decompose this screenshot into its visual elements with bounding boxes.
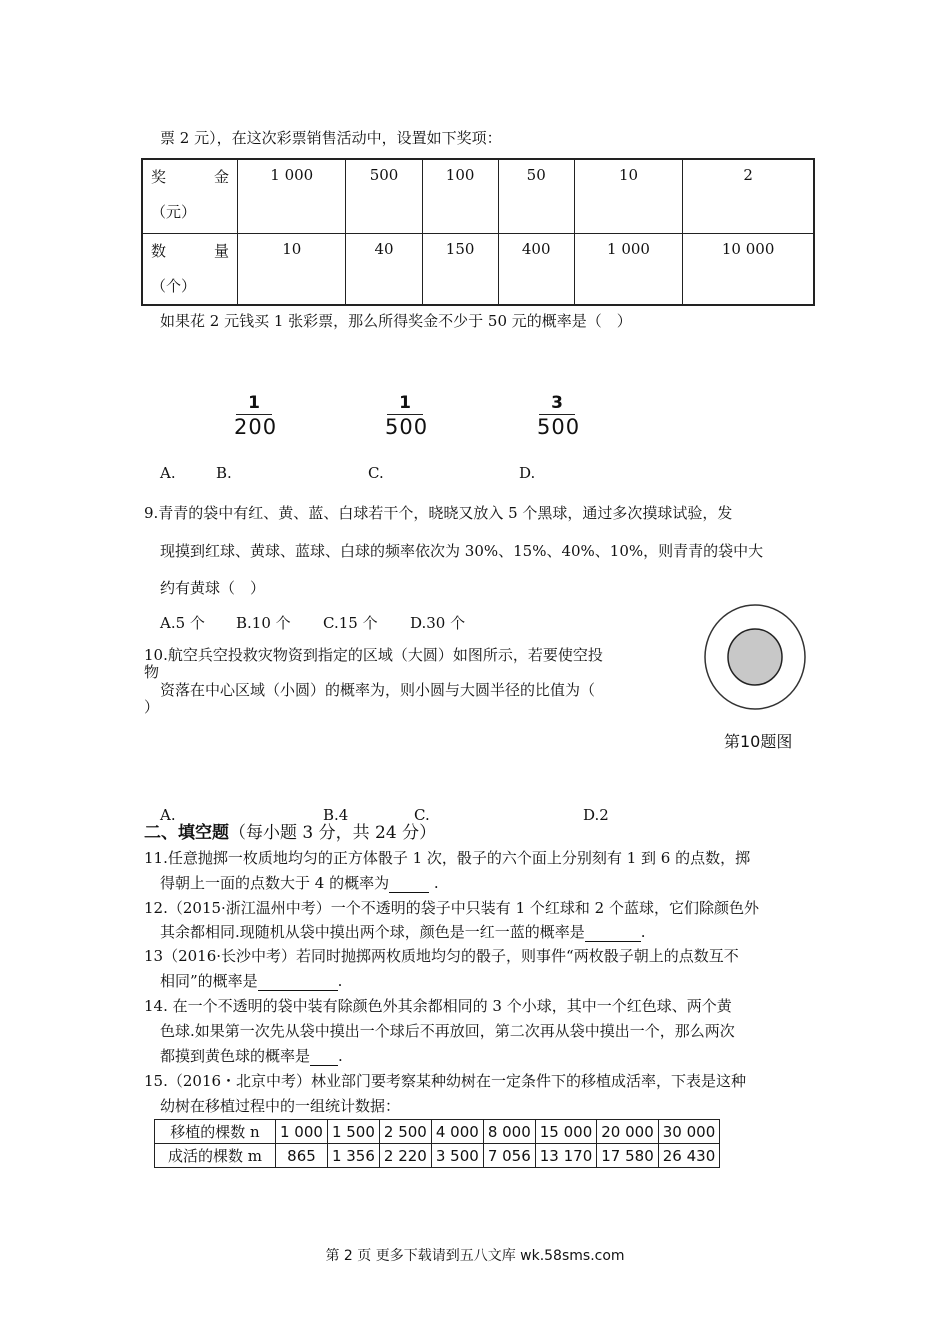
table-cell: 400: [498, 233, 574, 305]
table-cell: 1 000: [238, 159, 346, 233]
table-cell: 100: [422, 159, 498, 233]
fraction-numerator: 1: [248, 393, 260, 413]
q9-option-a[interactable]: A.5 个: [160, 614, 205, 632]
q14-line: 14. 在一个不透明的袋中装有除颜色外其余都相同的 3 个小球，其中一个红色球、两个黄: [144, 997, 732, 1015]
q15-line: 15.（2016・北京中考）林业部门要考察某种幼树在一定条件下的移植成活率，下表是这种: [144, 1072, 747, 1090]
q13-text: 相同”的概率是: [160, 972, 258, 990]
transplant-row-n: [155, 1120, 720, 1144]
q8-option-d[interactable]: D.: [519, 464, 536, 482]
table-cell: 865: [276, 1144, 328, 1168]
q10-line: 物: [144, 663, 160, 681]
table-cell: 13 170: [535, 1144, 597, 1168]
table-cell: 50: [498, 159, 574, 233]
q15-line: 幼树在移植过程中的一组统计数据：: [160, 1097, 401, 1115]
q11-line2: [160, 873, 439, 893]
table-row-label: 成活的棵数 m: [155, 1144, 276, 1168]
section-note: （每小题 3 分，共 24 分）: [229, 823, 437, 843]
table-cell: 1 000: [574, 233, 682, 305]
table-cell: 15 000: [535, 1120, 597, 1144]
table-cell: 150: [422, 233, 498, 305]
q9-option-d[interactable]: D.30 个: [410, 614, 466, 632]
q11-period: .: [433, 874, 439, 892]
q10-line: 资落在中心区域（小圆）的概率为，则小圆与大圆半径的比值为（: [160, 681, 596, 699]
q8-option-c[interactable]: C.: [368, 464, 384, 482]
table-cell: 1 000: [276, 1120, 328, 1144]
q13-period: .: [337, 972, 343, 990]
q11-text: 得朝上一面的点数大于 4 的概率为: [160, 874, 390, 892]
table-cell: 10: [238, 233, 346, 305]
header-unit: （个）: [151, 276, 197, 295]
q8-option-a[interactable]: A.: [160, 464, 176, 482]
q11-line: 11.任意抛掷一枚质地均匀的正方体骰子 1 次，骰子的六个面上分别刻有 1 到 6 的点数，掷: [144, 849, 751, 867]
prize-count-header: [142, 233, 238, 305]
q8-question: 如果花 2 元钱买 1 张彩票，那么所得奖金不少于 50 元的概率是（ ）: [160, 312, 632, 330]
fraction-denominator: 500: [537, 415, 581, 439]
prize-row-count: [142, 233, 814, 305]
q14-line: 色球.如果第一次先从袋中摸出一个球后不再放回，第二次再从袋中摸出一个，那么两次: [160, 1022, 735, 1040]
fraction-numerator: 3: [551, 393, 563, 413]
intro-text: 票 2 元），在这次彩票销售活动中，设置如下奖项：: [160, 129, 502, 147]
prize-amount-header: [142, 159, 238, 233]
q10-option-d[interactable]: D.2: [583, 806, 609, 824]
q9-line: 现摸到红球、黄球、蓝球、白球的频率依次为 30%、15%、40%、10%，则青青的袋中大: [160, 542, 764, 560]
q12-line: 12.（2015·浙江温州中考）一个不透明的袋子中只装有 1 个红球和 2 个蓝球，它们除颜色外: [144, 899, 759, 917]
q9-line: 约有黄球（ ）: [160, 579, 266, 597]
transplant-row-m: [155, 1144, 720, 1168]
q13-line: 13（2016·长沙中考）若同时抛掷两枚质地均匀的骰子，则事件“两枚骰子朝上的点数互不: [144, 947, 739, 965]
q14-line3: [160, 1046, 343, 1066]
q9-option-c[interactable]: C.15 个: [323, 614, 378, 632]
table-cell: 1 356: [327, 1144, 379, 1168]
q10-option-a[interactable]: A.: [160, 806, 176, 824]
fraction-numerator: 1: [399, 393, 411, 413]
q10-circles-figure: [702, 603, 808, 713]
table-cell: 20 000: [597, 1120, 659, 1144]
section-title: 二、填空题: [144, 823, 229, 843]
fraction-denominator: 200: [234, 415, 278, 439]
header-unit: （元）: [151, 203, 197, 221]
table-cell: 8 000: [483, 1120, 535, 1144]
q8-fraction-c: [385, 392, 429, 439]
q8-option-b[interactable]: B.: [216, 464, 232, 482]
table-cell: 3 500: [431, 1144, 483, 1168]
table-cell: 10 000: [683, 233, 814, 305]
table-cell: 1 500: [327, 1120, 379, 1144]
prize-table: [141, 158, 815, 306]
q11-answer-blank[interactable]: [389, 878, 429, 893]
table-cell: 17 580: [597, 1144, 659, 1168]
small-circle: [728, 629, 782, 685]
table-cell: 2: [683, 159, 814, 233]
transplant-table: [154, 1119, 720, 1168]
q13-line2: [160, 971, 342, 991]
q12-text: 其余都相同.现随机从袋中摸出两个球，颜色是一红一蓝的概率是: [160, 923, 585, 941]
q14-answer-blank[interactable]: [310, 1051, 338, 1066]
table-cell: 10: [574, 159, 682, 233]
table-cell: 26 430: [658, 1144, 720, 1168]
q10-line: 10.航空兵空投救灾物资到指定的区域（大圆）如图所示，若要使空投: [144, 646, 603, 664]
table-cell: 4 000: [431, 1120, 483, 1144]
prize-row-amount: [142, 159, 814, 233]
q9-option-b[interactable]: B.10 个: [236, 614, 291, 632]
q12-period: .: [640, 923, 646, 941]
q14-text: 都摸到黄色球的概率是: [160, 1047, 311, 1065]
header-char: 金: [213, 168, 229, 186]
page-footer: 第 2 页 更多下载请到五八文库 wk.58sms.com: [325, 1248, 625, 1264]
q13-answer-blank[interactable]: [258, 976, 338, 991]
q8-fraction-d: [537, 392, 581, 439]
q8-fraction-b: [234, 392, 278, 439]
table-row-label: 移植的棵数 n: [155, 1120, 276, 1144]
section-heading: [144, 822, 436, 844]
q10-option-b[interactable]: B.4: [323, 806, 349, 824]
q10-option-c[interactable]: C.: [414, 806, 430, 824]
fraction-denominator: 500: [385, 415, 429, 439]
table-cell: 500: [346, 159, 422, 233]
table-cell: 40: [346, 233, 422, 305]
header-char: 数: [151, 241, 167, 260]
table-cell: 2 500: [379, 1120, 431, 1144]
q14-period: .: [338, 1047, 343, 1065]
q12-answer-blank[interactable]: [585, 927, 641, 942]
header-char: 奖: [151, 168, 167, 186]
table-cell: 2 220: [379, 1144, 431, 1168]
q12-line2: [160, 922, 646, 942]
table-cell: 30 000: [658, 1120, 720, 1144]
q9-line: 9.青青的袋中有红、黄、蓝、白球若干个，晓晓又放入 5 个黑球，通过多次摸球试验，发: [144, 504, 733, 522]
q10-figure-caption: 第10题图: [724, 732, 793, 751]
q10-line: ）: [144, 698, 160, 716]
table-cell: 7 056: [483, 1144, 535, 1168]
header-char: 量: [213, 241, 229, 260]
